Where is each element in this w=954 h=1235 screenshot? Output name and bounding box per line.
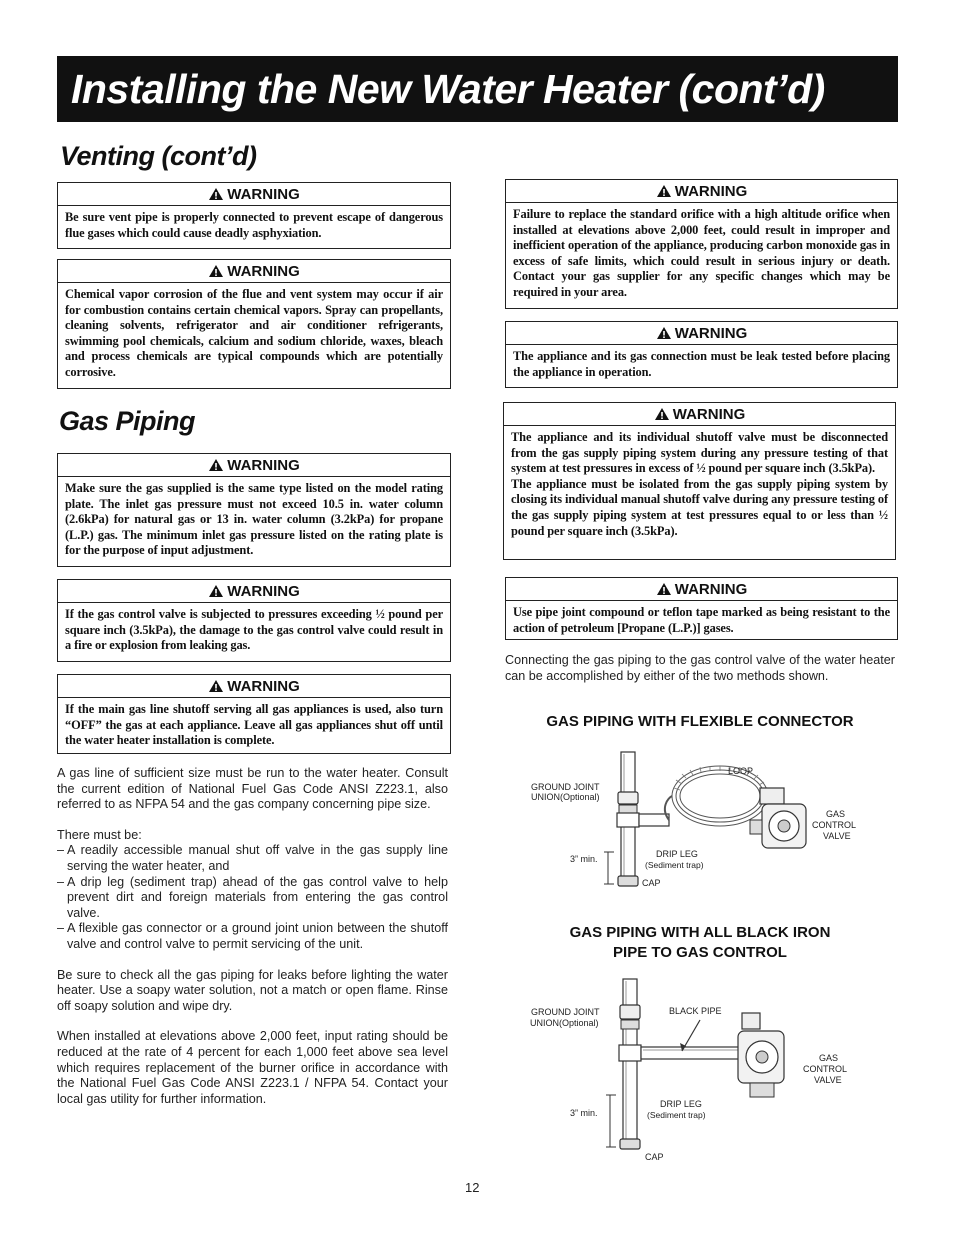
paragraph-connecting: Connecting the gas piping to the gas control valve of the water heater can be accomplished by either of the two methods shown. (505, 653, 895, 683)
label-control: CONTROL (803, 1064, 848, 1074)
warning-box-vent-pipe (57, 182, 451, 249)
list-item: – A flexible gas connector or a ground joint union between the shutoff valve and control valve to permit servicing of the unit. (57, 921, 448, 951)
warning-triangle-icon (654, 407, 670, 421)
label-sediment-trap: (Sediment trap) (647, 1110, 706, 1120)
warning-box-disconnect (503, 402, 896, 560)
warning-text: The appliance and its gas connection must be leak tested before placing the appliance in operation. (513, 349, 890, 379)
warning-paragraph: The appliance and its individual shutoff valve must be disconnected from the gas supply piping system during any pressure testing of that system at test pressures in excess of ½ pound per square inch (3.5kPa). (511, 430, 888, 476)
warning-text: Make sure the gas supplied is the same type listed on the model rating plate. The inlet gas pressure must not exceed 10.5 in. water column (2.6kPa) for natural gas or 13 in. water column (3.2kPa) for propane (L.P.) gas. The minimum inlet gas pressure listed on the rating plate is for the purpose of input adjustment. (65, 481, 443, 558)
warning-header (506, 578, 897, 601)
warning-box-high-altitude (505, 179, 898, 309)
paragraph-there-must-be: There must be: (57, 827, 142, 842)
warning-text: Be sure vent pipe is properly connected to prevent escape of dangerous flue gases which could cause deadly asphyxiation. (65, 210, 443, 240)
label-black-pipe: BLACK PIPE (669, 1006, 722, 1016)
label-3-min: 3” min. (570, 854, 598, 864)
warning-text: If the gas control valve is subjected to pressures exceeding ½ pound per square inch (3.5kPa), the damage to the gas control valve could result in a fire or explosion from leaking gas. (65, 607, 443, 653)
label-drip-leg: DRIP LEG (660, 1099, 702, 1109)
gas-piping-body (57, 766, 448, 1122)
warning-text: Use pipe joint compound or teflon tape marked as being resistant to the action of petroleum [Propane (L.P.)] gases. (513, 605, 890, 635)
label-drip-leg: DRIP LEG (656, 849, 698, 859)
label-3-min: 3” min. (570, 1108, 598, 1118)
label-cap: CAP (645, 1152, 664, 1162)
warning-triangle-icon (208, 679, 224, 693)
warning-box-leak-test (505, 321, 898, 388)
warning-label: WARNING (674, 580, 748, 598)
warning-box-pipe-compound (505, 577, 898, 640)
warning-box-control-valve-pressure (57, 579, 451, 662)
warning-triangle-icon (208, 187, 224, 201)
label-sediment-trap: (Sediment trap) (645, 860, 704, 870)
page-title: Installing the New Water Heater (cont’d) (71, 66, 825, 112)
label-ground-joint: GROUND JOINT (531, 1007, 600, 1017)
warning-text: Chemical vapor corrosion of the flue and vent system may occur if air for combustion contains certain chemical vapors. Spray can propellants, cleaning solvents, refrigerator and air conditioner refrigerants, swimming pool chemicals, calcium and sodium chloride, waxes, bleach and process chemicals are typical compounds which are potentially corrosive. (65, 287, 443, 379)
warning-triangle-icon (208, 264, 224, 278)
paragraph-gas-line: A gas line of sufficient size must be run to the water heater. Consult the current edition of National Fuel Gas Code ANSI Z223.1, also referred to as NFPA 54 and the gas company concerning pipe size. (57, 766, 448, 812)
warning-triangle-icon (656, 184, 672, 198)
warning-text: If the main gas line shutoff serving all gas appliances is used, also turn “OFF” the gas at each appliance. Leave all gas appliances shut off until the water heater installation is complete. (65, 702, 443, 748)
label-gas: GAS (826, 809, 846, 819)
label-cap: CAP (642, 878, 661, 888)
label-loop: LOOP (728, 766, 754, 776)
warning-paragraph: The appliance must be isolated from the gas supply piping system by closing its individual manual shutoff valve during any pressure testing of the gas supply piping system at test pressures equal to or less than ½ pound per square inch (3.5kPa). (511, 476, 888, 538)
warning-label: WARNING (227, 456, 300, 474)
warning-label: WARNING (672, 405, 746, 423)
diagram-title-flexible-connector: GAS PIPING WITH FLEXIBLE CONNECTOR (546, 713, 854, 730)
warning-label: WARNING (674, 324, 748, 342)
list-item: – A readily accessible manual shut off valve in the gas supply line serving the water heater, and (57, 843, 448, 873)
label-valve: VALVE (814, 1075, 842, 1085)
warning-triangle-icon (208, 458, 224, 472)
page-header-banner (57, 56, 898, 122)
label-union-optional: UNION(Optional) (530, 1018, 599, 1028)
warning-triangle-icon (656, 326, 672, 340)
section-title-gas-piping: Gas Piping (59, 406, 196, 436)
warning-header (58, 580, 450, 603)
warning-label: WARNING (227, 185, 300, 203)
warning-header (58, 454, 450, 477)
warning-header (504, 403, 895, 426)
warning-box-gas-supplied (57, 453, 451, 567)
warning-label: WARNING (227, 262, 300, 280)
label-valve: VALVE (823, 831, 851, 841)
diagram-title-line: GAS PIPING WITH ALL BLACK IRON (569, 924, 831, 941)
warning-text (504, 426, 895, 542)
warning-box-chemical-vapor (57, 259, 451, 389)
warning-triangle-icon (656, 582, 672, 596)
warning-label: WARNING (227, 582, 300, 600)
section-title-venting: Venting (cont’d) (60, 141, 257, 171)
warning-text: Failure to replace the standard orifice with a high altitude orifice when installed at elevations above 2,000 feet, could result in improper and inefficient operation of the appliance, producing carbon monoxide gas in excess of safe limits, which could result in serious injury or death. Contact your gas supplier for any specific changes which may be required in your area. (513, 207, 890, 299)
warning-label: WARNING (227, 677, 300, 695)
diagram-title-black-iron (505, 923, 895, 963)
warning-triangle-icon (208, 584, 224, 598)
warning-header (506, 322, 897, 345)
warning-header (58, 183, 450, 206)
paragraph-check-leaks: Be sure to check all the gas piping for leaks before lighting the water heater. Use a soapy water solution, not a match or open flame. Rinse off soapy solution and wipe dry. (57, 967, 448, 1013)
list-item: – A drip leg (sediment trap) ahead of the gas control valve to help prevent dirt and foreign materials from entering the gas control valve. (57, 874, 448, 920)
warning-header (58, 260, 450, 283)
warning-header (506, 180, 897, 203)
label-ground-joint: GROUND JOINT (531, 782, 600, 792)
warning-box-main-shutoff (57, 674, 451, 754)
label-union-optional: UNION(Optional) (531, 792, 600, 802)
flexible-connector-diagram (600, 748, 830, 898)
paragraph-elevation: When installed at elevations above 2,000 feet, input rating should be reduced at the rate of 4 percent for each 1,000 feet above sea level which requires replacement of the burner orifice in accordance with the National Fuel Gas Code ANSI Z223.1 / NFPA 54. Contact your local gas utility for further information. (57, 1029, 448, 1106)
warning-header (58, 675, 450, 698)
black-iron-pipe-diagram (600, 975, 830, 1155)
label-control: CONTROL (812, 820, 857, 830)
diagram-title-line: PIPE TO GAS CONTROL (613, 944, 787, 961)
page-number: 12 (465, 1180, 480, 1195)
warning-label: WARNING (674, 182, 748, 200)
label-gas: GAS (819, 1053, 839, 1063)
